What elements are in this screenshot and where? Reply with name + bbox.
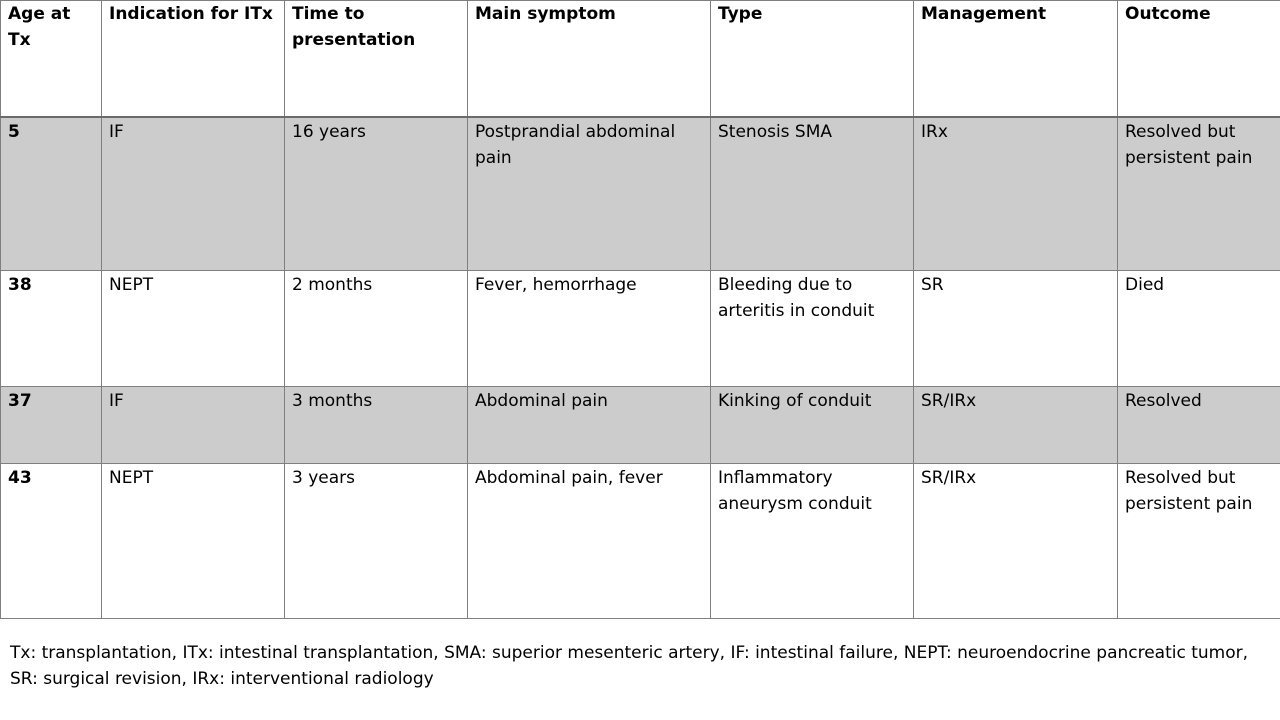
- cell-indication: IF: [102, 117, 285, 271]
- cell-age: 5: [1, 117, 102, 271]
- cell-symptom: Abdominal pain, fever: [468, 464, 711, 619]
- cell-outcome: Resolved but persistent pain: [1118, 464, 1280, 619]
- cell-management: SR/IRx: [914, 387, 1118, 464]
- header-main-symptom: Main symptom: [468, 1, 711, 117]
- cell-indication: NEPT: [102, 464, 285, 619]
- cell-symptom: Abdominal pain: [468, 387, 711, 464]
- header-age-at-tx: Age at Tx: [1, 1, 102, 117]
- cell-outcome: Resolved but persistent pain: [1118, 117, 1280, 271]
- header-management: Management: [914, 1, 1118, 117]
- cell-type: Stenosis SMA: [711, 117, 914, 271]
- cell-type: Inflammatory aneurysm conduit: [711, 464, 914, 619]
- table-row: [1, 117, 1280, 271]
- cell-time: 2 months: [285, 271, 468, 387]
- abbreviations-footnote: Tx: transplantation, ITx: intestinal transplantation, SMA: superior mesenteric artery, IF: intestinal failure, NEPT: neuroendocrine pancreatic tumor, SR: surgical revision, IRx: interventional radiology: [10, 643, 1249, 689]
- cell-age: 38: [1, 271, 102, 387]
- cell-management: SR/IRx: [914, 464, 1118, 619]
- header-time-to-presentation: Time to presentation: [285, 1, 468, 117]
- cell-time: 3 years: [285, 464, 468, 619]
- table-row: [1, 464, 1280, 619]
- cell-time: 16 years: [285, 117, 468, 271]
- cell-time: 3 months: [285, 387, 468, 464]
- cell-age: 37: [1, 387, 102, 464]
- cell-outcome: Died: [1118, 271, 1280, 387]
- header-row: [1, 1, 1280, 117]
- cell-symptom: Postprandial abdominal pain: [468, 117, 711, 271]
- header-indication: Indication for ITx: [102, 1, 285, 117]
- cell-symptom: Fever, hemorrhage: [468, 271, 711, 387]
- cell-type: Bleeding due to arteritis in conduit: [711, 271, 914, 387]
- table-row: [1, 387, 1280, 464]
- cell-indication: NEPT: [102, 271, 285, 387]
- cell-type: Kinking of conduit: [711, 387, 914, 464]
- cell-indication: IF: [102, 387, 285, 464]
- cell-age: 43: [1, 464, 102, 619]
- cell-outcome: Resolved: [1118, 387, 1280, 464]
- table-row: [1, 271, 1280, 387]
- cell-management: IRx: [914, 117, 1118, 271]
- header-type: Type: [711, 1, 914, 117]
- header-outcome: Outcome: [1118, 1, 1280, 117]
- cell-management: SR: [914, 271, 1118, 387]
